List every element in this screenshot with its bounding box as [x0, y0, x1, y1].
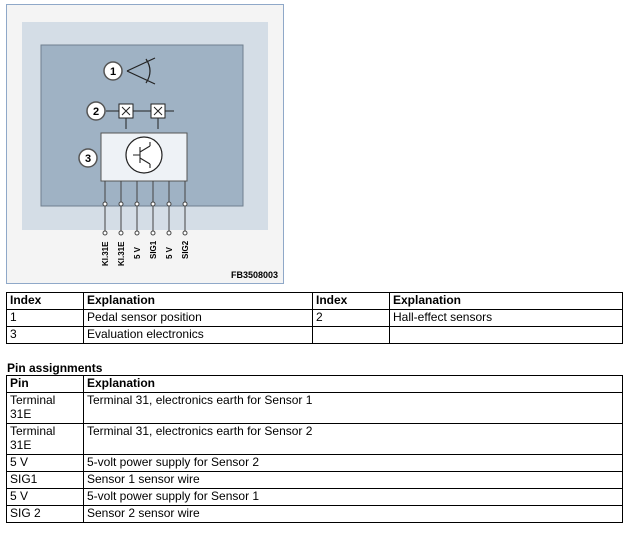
- marker-2: 2: [92, 106, 100, 118]
- pin-label-5v-1: 5 V: [133, 246, 142, 259]
- header-index: Index: [313, 293, 390, 310]
- explanation-cell: [390, 327, 623, 344]
- pin-cell: Terminal 31E: [7, 424, 84, 455]
- index-table: [6, 292, 623, 344]
- pin-label-kl31e-2: Kl.31E: [117, 241, 126, 266]
- pin-cell: 5 V: [7, 455, 84, 472]
- pedal-sensor-diagram: [6, 4, 284, 284]
- pin-cell: 5 V: [7, 489, 84, 506]
- header-explanation: Explanation: [390, 293, 623, 310]
- explanation-cell: Evaluation electronics: [84, 327, 313, 344]
- index-cell: [313, 327, 390, 344]
- pin-label-sig2: SIG2: [181, 240, 190, 259]
- figure-id: FB3508003: [230, 270, 278, 280]
- pin-label-sig1: SIG1: [149, 240, 158, 259]
- header-explanation: Explanation: [84, 376, 623, 393]
- pin-label-5v-2: 5 V: [165, 246, 174, 259]
- index-cell: 2: [313, 310, 390, 327]
- pin-assignments-title: Pin assignments: [7, 361, 103, 375]
- header-explanation: Explanation: [84, 293, 313, 310]
- table-row: [7, 310, 623, 327]
- explanation-cell: Pedal sensor position: [84, 310, 313, 327]
- explanation-cell: 5-volt power supply for Sensor 1: [84, 489, 623, 506]
- explanation-cell: Sensor 2 sensor wire: [84, 506, 623, 523]
- header-index: Index: [7, 293, 84, 310]
- pin-cell: SIG1: [7, 472, 84, 489]
- header-pin: Pin: [7, 376, 84, 393]
- table-row: [7, 393, 623, 424]
- table-row: [7, 489, 623, 506]
- explanation-cell: Hall-effect sensors: [390, 310, 623, 327]
- marker-3: 3: [84, 153, 92, 165]
- table-row: [7, 472, 623, 489]
- pin-cell: SIG 2: [7, 506, 84, 523]
- table-row: [7, 424, 623, 455]
- table-header-row: [7, 376, 623, 393]
- table-row: [7, 327, 623, 344]
- explanation-cell: Terminal 31, electronics earth for Sensor 2: [84, 424, 623, 455]
- table-row: [7, 455, 623, 472]
- explanation-cell: 5-volt power supply for Sensor 2: [84, 455, 623, 472]
- pin-label-kl31e-1: Kl.31E: [101, 241, 110, 266]
- explanation-cell: Sensor 1 sensor wire: [84, 472, 623, 489]
- index-cell: 1: [7, 310, 84, 327]
- table-header-row: [7, 293, 623, 310]
- explanation-cell: Terminal 31, electronics earth for Sensor 1: [84, 393, 623, 424]
- table-row: [7, 506, 623, 523]
- pin-cell: Terminal 31E: [7, 393, 84, 424]
- pin-assignments-table: [6, 375, 623, 523]
- index-cell: 3: [7, 327, 84, 344]
- marker-1: 1: [109, 66, 117, 78]
